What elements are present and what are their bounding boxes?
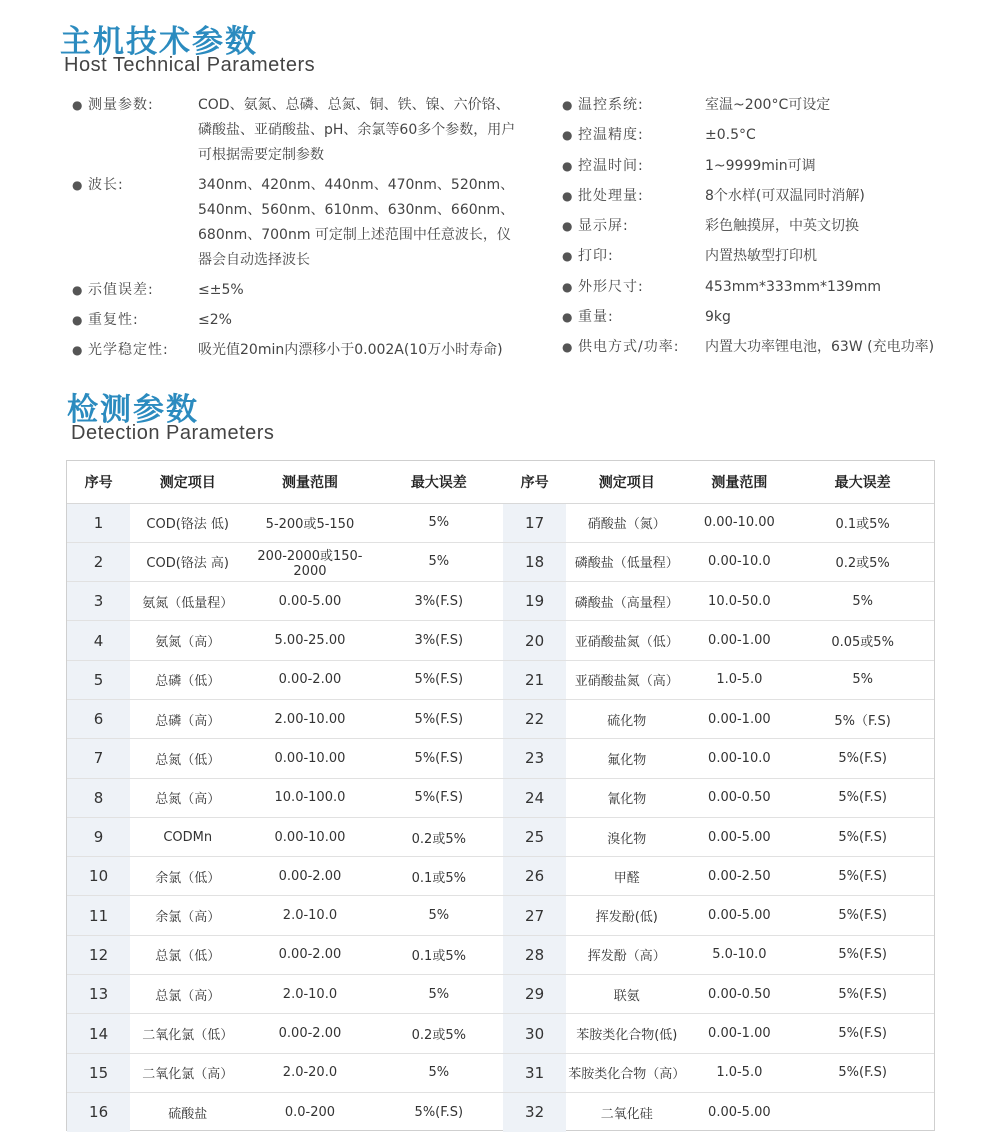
seq-cell: 15 [67,1053,130,1092]
detection-section-subtitle: Detection Parameters [71,422,275,444]
range-cell: 5.00-25.00 [245,621,374,660]
seq-cell: 16 [67,1092,130,1131]
param-label: 重量: [578,309,614,326]
item-cell: COD(铬法 低) [130,503,245,542]
error-cell: 5%(F.S) [791,896,934,935]
error-cell: 5% [375,896,503,935]
param-label: 重复性: [88,312,139,328]
left-param-row [70,308,540,333]
item-cell: COD(铬法 高) [130,542,245,581]
bullet-icon: ● [72,283,83,297]
param-value: 340nm、420nm、440nm、470nm、520nm、540nm、560nm、610nm、630nm、660nm、680nm、700nm 可定制上述范围中任意波长，仪器会自动选择波长 [198,177,515,268]
param-value: 内置热敏型打印机 [705,248,817,265]
range-cell: 0.00-2.00 [245,660,374,699]
item-cell: 氟化物 [566,739,687,778]
param-value: 室温~200°C可设定 [705,97,831,113]
seq-cell: 23 [503,739,566,778]
item-cell: 硝酸盐（氮） [566,503,687,542]
item-cell: 磷酸盐（低量程） [566,542,687,581]
seq-cell: 10 [67,857,130,896]
seq-cell: 11 [67,896,130,935]
item-cell: 总磷（高） [130,699,245,738]
range-cell: 2.0-20.0 [245,1053,374,1092]
range-cell: 0.00-5.00 [687,896,791,935]
right-param-row [560,154,960,184]
right-param-row [560,335,960,365]
error-cell: 5%（F.S) [791,699,934,738]
range-cell: 2.0-10.0 [245,896,374,935]
item-cell: 氨氮（低量程） [130,582,245,621]
bullet-icon: ● [72,98,83,112]
table-row [67,857,934,896]
error-cell: 5%(F.S) [791,935,934,974]
seq-cell: 26 [503,857,566,896]
right-param-row [560,305,960,335]
param-label: 测量参数: [88,97,154,113]
range-cell: 0.00-10.0 [687,739,791,778]
detection-section-title: 检测参数 [67,392,199,428]
range-cell: 0.00-2.00 [245,857,374,896]
item-cell: 总氯（高） [130,975,245,1014]
bullet-icon: ● [562,249,573,264]
column-header: 测量范围 [245,461,374,503]
detection-table [66,460,935,1131]
table-row [67,817,934,856]
error-cell: 0.2或5% [375,1014,503,1053]
host-section-subtitle: Host Technical Parameters [64,54,316,76]
range-cell: 0.00-0.50 [687,975,791,1014]
table-row [67,778,934,817]
seq-cell: 32 [503,1092,566,1131]
error-cell: 5%(F.S) [791,739,934,778]
item-cell: 甲醛 [566,857,687,896]
error-cell: 0.1或5% [375,935,503,974]
range-cell: 0.00-5.00 [708,1104,771,1120]
table-row [67,660,934,699]
param-label: 波长: [88,177,124,193]
seq-cell: 17 [503,503,566,542]
left-param-row [70,93,540,168]
param-value: ≤±5% [198,282,244,298]
range-cell: 1.0-5.0 [687,660,791,699]
param-value: 吸光值20min内漂移小于0.002A(10万小时寿命) [198,342,503,358]
item-cell: 氰化物 [566,778,687,817]
param-value: 彩色触摸屏，中英文切换 [705,218,859,235]
item-cell: 硫化物 [566,699,687,738]
table-row [67,1014,934,1053]
range-cell: 2.0-10.0 [245,975,374,1014]
column-header: 最大误差 [791,461,934,503]
item-cell: 余氯（高） [130,896,245,935]
range-cell: 0.00-10.00 [245,817,374,856]
param-label: 光学稳定性: [88,342,169,358]
item-cell: CODMn [130,817,245,856]
error-cell: 5%(F.S) [375,660,503,699]
bullet-icon: ● [72,178,83,192]
right-param-row [560,123,960,153]
error-cell: 5%(F.S) [414,1104,464,1120]
seq-cell: 13 [67,975,130,1014]
range-cell: 5-200或5-150 [245,503,374,542]
item-cell: 亚硝酸盐氮（高） [566,660,687,699]
column-header: 测定项目 [566,461,687,503]
param-value: 1~9999min可调 [705,157,816,174]
seq-cell: 5 [67,660,130,699]
seq-cell: 8 [67,778,130,817]
seq-cell: 25 [503,817,566,856]
error-cell: 3%(F.S) [375,582,503,621]
range-cell: 0.00-10.00 [245,739,374,778]
right-param-row [560,93,960,123]
error-cell: 5%(F.S) [791,975,934,1014]
range-cell: 0.00-2.00 [245,935,374,974]
seq-cell: 28 [503,935,566,974]
param-label: 示值误差: [88,282,154,298]
error-cell: 0.2或5% [791,542,934,581]
seq-cell: 12 [67,935,130,974]
bullet-icon: ● [72,313,83,327]
column-header: 序号 [503,461,566,503]
seq-cell: 20 [503,621,566,660]
seq-cell: 14 [67,1014,130,1053]
item-cell: 硫酸盐 [168,1106,208,1122]
bullet-icon: ● [72,343,83,357]
table-row [67,699,934,738]
item-cell: 总磷（低） [130,660,245,699]
item-cell: 挥发酚（高） [566,935,687,974]
seq-cell: 27 [503,896,566,935]
seq-cell: 9 [67,817,130,856]
table-row [67,739,934,778]
param-value: 453mm*333mm*139mm [705,278,881,295]
range-cell: 10.0-100.0 [245,778,374,817]
table-row [67,935,934,974]
range-cell: 0.00-1.00 [687,621,791,660]
item-cell: 苯胺类化合物（高） [566,1053,687,1092]
item-cell: 氨氮（高） [130,621,245,660]
error-cell: 0.2或5% [375,817,503,856]
bullet-icon: ● [562,98,573,112]
column-header: 测量范围 [687,461,791,503]
range-cell: 0.00-10.00 [687,503,791,542]
item-cell: 磷酸盐（高量程） [566,582,687,621]
param-value: 8个水样(可双温同时消解) [705,187,865,204]
table-row [67,621,934,660]
item-cell: 总氮（高） [130,778,245,817]
host-section-title: 主机技术参数 [60,24,258,60]
seq-cell: 4 [67,621,130,660]
column-header: 最大误差 [375,461,503,503]
error-cell: 0.1或5% [791,503,934,542]
bullet-icon: ● [562,128,573,143]
param-label: 显示屏: [578,218,629,235]
right-param-row [560,214,960,244]
range-cell: 0.00-1.00 [687,1014,791,1053]
item-cell: 亚硝酸盐氮（低） [566,621,687,660]
param-label: 供电方式/功率: [578,339,680,356]
error-cell: 5% [375,503,503,542]
param-value: COD、氨氮、总磷、总氮、铜、铁、镍、六价铬、磷酸盐、亚硝酸盐、pH、余氯等60多个参数，用户可根据需要定制参数 [198,97,516,163]
seq-cell: 29 [503,975,566,1014]
param-value: ≤2% [198,312,232,328]
range-cell: 0.00-10.0 [687,542,791,581]
seq-cell: 2 [67,542,130,581]
seq-cell: 22 [503,699,566,738]
param-label: 控温精度: [578,127,644,144]
left-param-row [70,278,540,303]
range-cell: 0.00-5.00 [687,817,791,856]
table-row [67,1053,934,1092]
param-label: 打印: [578,248,614,265]
bullet-icon: ● [562,158,573,173]
table-header-row [67,461,934,503]
error-cell: 5% [375,975,503,1014]
error-cell: 5%(F.S) [375,739,503,778]
item-cell: 联氨 [566,975,687,1014]
range-cell: 200-2000或150-2000 [245,542,374,581]
param-value: 内置大功率锂电池，63W (充电功率) [705,339,935,356]
table-row [67,582,934,621]
seq-cell: 31 [503,1053,566,1092]
param-value: 9kg [705,309,731,326]
param-label: 批处理量: [578,187,644,204]
error-cell: 0.05或5% [791,621,934,660]
param-label: 外形尺寸: [578,278,644,295]
error-cell: 5% [375,1053,503,1092]
range-cell: 0.00-0.50 [687,778,791,817]
range-cell: 0.00-2.00 [245,1014,374,1053]
left-param-row [70,338,540,363]
seq-cell: 7 [67,739,130,778]
left-param-row [70,173,540,273]
item-cell: 挥发酚(低) [566,896,687,935]
error-cell: 3%(F.S) [375,621,503,660]
error-cell: 5%(F.S) [791,1014,934,1053]
column-header: 测定项目 [130,461,245,503]
range-cell: 10.0-50.0 [687,582,791,621]
table-row [67,542,934,581]
range-cell: 0.00-5.00 [245,582,374,621]
error-cell: 5% [791,660,934,699]
item-cell: 二氧化氯（低） [130,1014,245,1053]
seq-cell: 6 [67,699,130,738]
item-cell: 二氧化硅 [600,1106,653,1122]
error-cell: 5% [375,542,503,581]
column-header: 序号 [67,461,130,503]
item-cell: 余氯（低） [130,857,245,896]
error-cell: 5% [791,582,934,621]
range-cell: 1.0-5.0 [687,1053,791,1092]
seq-cell: 18 [503,542,566,581]
error-cell: 5%(F.S) [791,857,934,896]
item-cell: 二氧化氯（高） [130,1053,245,1092]
table-row [67,975,934,1014]
host-params-right [560,93,960,366]
seq-cell: 19 [503,582,566,621]
error-cell: 5%(F.S) [375,699,503,738]
error-cell: 5%(F.S) [375,778,503,817]
bullet-icon: ● [562,219,573,234]
bullet-icon: ● [562,279,573,294]
bullet-icon: ● [562,310,573,325]
item-cell: 苯胺类化合物(低) [566,1014,687,1053]
range-cell: 2.00-10.00 [245,699,374,738]
seq-cell: 1 [67,503,130,542]
table-row [67,1092,934,1131]
range-cell: 0.00-1.00 [687,699,791,738]
range-cell: 0.00-2.50 [687,857,791,896]
param-label: 温控系统: [578,97,644,113]
seq-cell: 21 [503,660,566,699]
right-param-row [560,184,960,214]
param-label: 控温时间: [578,157,644,174]
range-cell: 5.0-10.0 [687,935,791,974]
param-value: ±0.5°C [705,127,756,144]
error-cell: 5%(F.S) [791,778,934,817]
seq-cell: 3 [67,582,130,621]
right-param-row [560,275,960,305]
item-cell: 溴化物 [566,817,687,856]
error-cell: 5%(F.S) [791,817,934,856]
table-row [67,503,934,542]
error-cell: 5%(F.S) [791,1053,934,1092]
error-cell [791,1092,934,1131]
bullet-icon: ● [562,188,573,203]
error-cell: 0.1或5% [375,857,503,896]
bullet-icon: ● [562,340,573,355]
right-param-row [560,244,960,274]
seq-cell: 24 [503,778,566,817]
host-params-left [70,93,540,368]
range-cell: 0.0-200 [284,1104,336,1120]
table-row [67,896,934,935]
item-cell: 总氮（低） [130,739,245,778]
seq-cell: 30 [503,1014,566,1053]
item-cell: 总氯（低） [130,935,245,974]
